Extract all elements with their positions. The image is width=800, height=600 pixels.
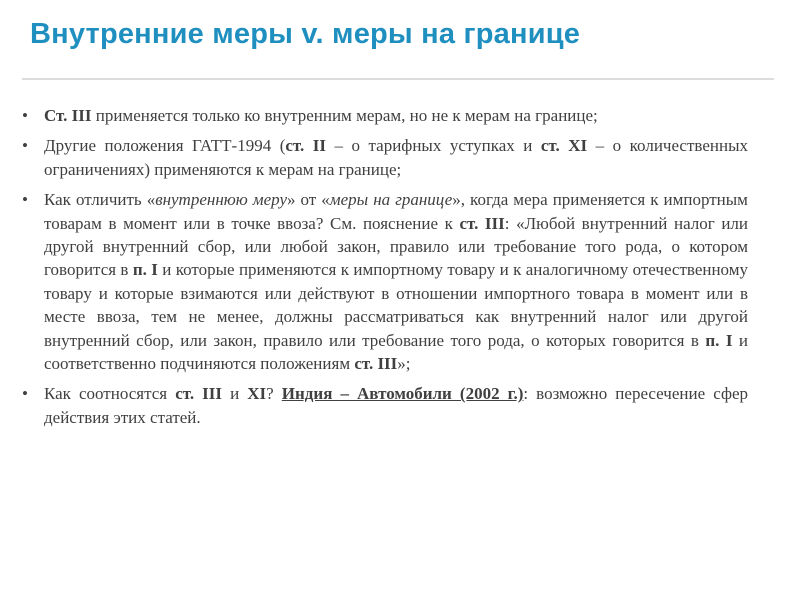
article-ref: ст. III: [354, 354, 398, 374]
italic-term: внутреннюю меру: [155, 190, 287, 210]
bullet-dot-icon: •: [22, 384, 28, 404]
text-run: и которые применяются к импортному товару и к аналогичному отечественному товару и которые взимаются или действуют в отношении импортного товара в момент или в месте ввоза, тем не менее, должны рассматриваться как внутренний налог или другой внутренний сбор, или закон, правило или требование того рода, о которых говорится в: [44, 260, 748, 350]
bullet-item-4: [20, 382, 748, 429]
text-run: – о тарифных уступках и: [326, 136, 541, 156]
text-run: : «Любой внутренний налог или другой внутренний сбор, или любой закон, правило или требование того рода, о котором говорится в: [44, 213, 749, 280]
text-run: »;: [397, 354, 411, 374]
text-run: Как отличить «: [44, 190, 156, 210]
text-run: См. пояснение к: [330, 213, 460, 233]
text-run: », когда мера применяется к импортным товарам в момент или в точке ввоза?: [44, 190, 748, 233]
bullet-dot-icon: •: [22, 190, 28, 210]
bullet-list: [20, 104, 748, 436]
text-run: » от «: [286, 190, 330, 210]
text-run: и соответственно подчиняются положениям: [44, 330, 748, 374]
article-ref: ст. II: [285, 136, 326, 156]
bullet-dot-icon: •: [22, 106, 28, 125]
text-run: Другие положения ГАТТ-1994 (: [44, 136, 286, 156]
italic-term: меры на границе: [329, 190, 453, 210]
text-run: : возможно пересечение сфер действия этих статей.: [44, 384, 749, 427]
article-ref: ст. III: [459, 213, 505, 233]
case-link[interactable]: Индия – Автомобили (2002 г.): [281, 384, 524, 404]
text-run: – о количественных ограничениях) применяются к мерам на границе;: [44, 136, 748, 179]
paragraph-ref: п. I: [132, 260, 158, 280]
article-ref: ст. XI: [540, 136, 588, 156]
slide-title: Внутренние меры v. меры на границе: [30, 18, 581, 50]
paragraph-ref: п. I: [705, 330, 733, 350]
article-ref: Ст. III: [44, 106, 92, 125]
article-ref: XI: [247, 384, 267, 404]
bullet-dot-icon: •: [22, 136, 28, 156]
bullet-item-3: [20, 188, 748, 375]
text-run: применяется только ко внутренним мерам, но не к мерам на границе;: [91, 106, 598, 125]
text-run: ?: [266, 384, 282, 404]
article-ref: ст. III: [175, 384, 222, 404]
bullet-item-2: [20, 134, 748, 181]
title-divider: [22, 78, 774, 80]
text-run: и: [222, 384, 248, 404]
text-run: Как соотносятся: [44, 384, 176, 404]
bullet-item-1: [20, 104, 748, 127]
